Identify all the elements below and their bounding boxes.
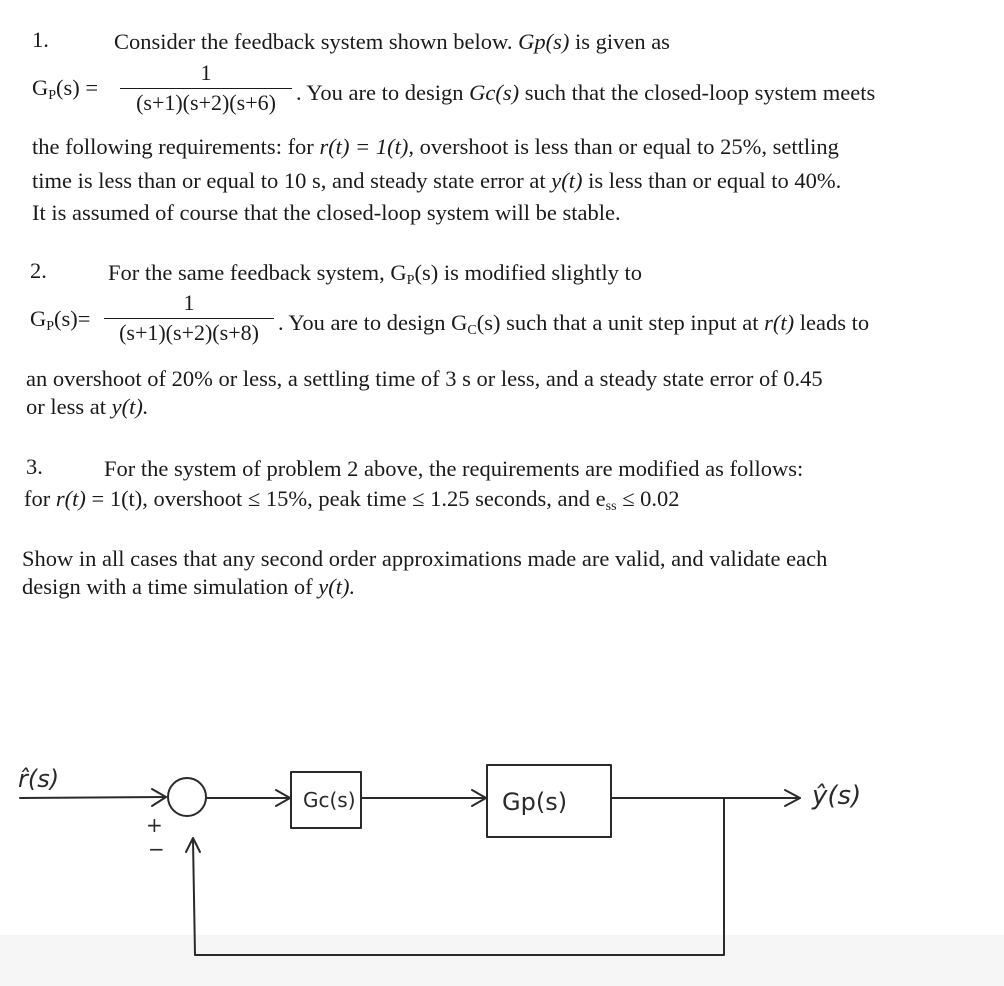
minus-sign: − bbox=[148, 837, 165, 861]
problem-1-line-3: the following requirements: for r(t) = 1(t), overshoot is less than or equal to 25%, settling bbox=[32, 134, 839, 159]
block-diagram bbox=[0, 720, 1004, 986]
problem-1-line-5: It is assumed of course that the closed-loop system will be stable. bbox=[32, 200, 621, 225]
summing-junction bbox=[168, 778, 206, 816]
problem-1-design-line: . You are to design Gc(s) such that the closed-loop system meets bbox=[296, 80, 876, 105]
problem-3-number: 3. bbox=[26, 454, 43, 479]
problem-1-line-4: time is less than or equal to 10 s, and steady state error at y(t) is less than or equal to 40%. bbox=[32, 168, 842, 193]
output-label: ŷ(s) bbox=[812, 781, 862, 811]
feedback-path bbox=[193, 798, 724, 955]
closing-line-2: design with a time simulation of y(t). bbox=[22, 574, 356, 599]
problem-2-fraction: 1 (s+1)(s+2)(s+8) bbox=[104, 290, 274, 346]
plus-sign: + bbox=[146, 813, 163, 837]
closing-line-1: Show in all cases that any second order approximations made are valid, and validate each bbox=[22, 546, 828, 571]
input-arrow-line bbox=[20, 797, 166, 798]
problem-2-design-line: . You are to design $G_C(s)$ such that a unit step input at r(t) leads to bbox=[278, 310, 870, 338]
problem-3-line-2: for r(t) = 1(t), overshoot ≤ 15%, peak time ≤ 1.25 seconds, and $e_{ss} \le 0.02$ bbox=[24, 486, 680, 514]
plant-label: Gp(s) bbox=[502, 788, 568, 816]
problem-2-line-4: or less at y(t). bbox=[26, 394, 149, 419]
input-label: r̂(s) bbox=[18, 765, 60, 793]
problem-2-lhs: $G_P(s)=$ bbox=[30, 306, 91, 334]
problem-2-line-3: an overshoot of 20% or less, a settling time of 3 s or less, and a steady state error of 0.45 bbox=[26, 366, 823, 391]
diagram-bottom-shade bbox=[0, 935, 1004, 986]
problem-1-intro: Consider the feedback system shown below. Gp(s) is given as bbox=[114, 29, 670, 54]
controller-label: Gc(s) bbox=[303, 788, 356, 812]
problem-2-intro: For the same feedback system, $G_P(s)$ is modified slightly to bbox=[108, 260, 642, 288]
problem-1-number: 1. bbox=[32, 27, 49, 52]
problem-1-fraction: 1 (s+1)(s+2)(s+6) bbox=[120, 60, 292, 116]
problem-1-lhs: $G_P(s)$ = bbox=[32, 75, 99, 103]
problem-2-number: 2. bbox=[30, 258, 47, 283]
problem-3-intro: For the system of problem 2 above, the requirements are modified as follows: bbox=[104, 456, 804, 481]
